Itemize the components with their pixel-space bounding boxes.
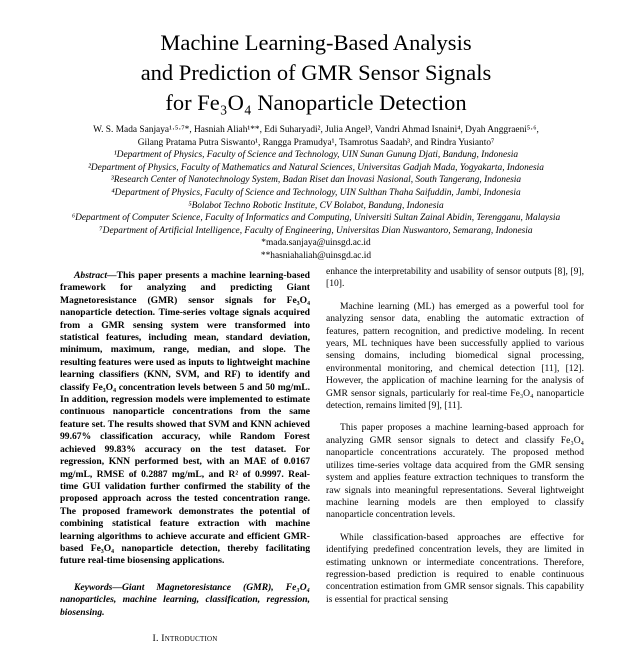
body-paragraph: This paper proposes a machine learning-based approach for analyzing GMR sensor signals to detect and classify Fe₃O₄ nanoparticle concentrations accurately. The proposed method utilizes time-series voltage data acquired from the GMR sensing system and applies feature extraction techniques to transform the raw signals into meaningful representations. Several lightweight machine learning models are then employed to classify nanoparticle concentration levels. (326, 422, 584, 521)
body-paragraph: While classification-based approaches are effective for identifying predefined concentration levels, they are limited in estimating unknown or intermediate concentrations. Therefore, regression-based prediction is required to enable continuous concentration estimation from GMR sensor signals. This capability is essential for practical sensing (326, 531, 584, 605)
section-heading (60, 633, 310, 645)
abstract-text: This paper presents a machine learning-based framework for analyzing and predicting Giant Magnetoresistance (GMR) sensor signals for Fe₃O₄ nanoparticle detection. Time-series voltage signals acquired from a GMR sensing system were transformed into statistical features, including mean, standard deviation, minimum, maximum, range, median, and slope. The resulting features were used as inputs to lightweight machine learning classifiers (KNN, SVM, and RF) to identify and classify Fe₃O₄ concentration levels between 5 and 50 mg/mL. In addition, regression models were implemented to estimate continuous nanoparticle concentrations from the same feature set. The results showed that SVM and KNN achieved 99.67% classification accuracy, while Random Forest achieved 99.83% accuracy on the test dataset. For regression, KNN performed best, with an MAE of 0.0167 mg/mL, RMSE of 0.2887 mg/mL, and R² of 0.9997. Real-time GUI validation further confirmed the stability of the proposed approach across the tested concentration range. The proposed framework demonstrates the potential of combining statistical feature extraction with machine learning algorithms to achieve accurate and efficient GMR-based Fe₃O₄ nanoparticle detection, thereby facilitating future real-time biosensing applications. (60, 270, 310, 567)
section-number: I. (152, 632, 159, 644)
keywords-text: Giant Magnetoresistance (GMR), Fe₃O₄ nanoparticles, machine learning, classification, regression, biosensing. (60, 581, 310, 618)
email: **hasniahaliah@uinsgd.ac.id (260, 250, 372, 261)
left-column (60, 266, 310, 645)
right-column (326, 266, 584, 616)
title-line: Machine Learning-Based Analysis (160, 30, 472, 55)
title-line: for Fe₃O₄ Nanoparticle Detection (165, 90, 467, 115)
email: *mada.sanjaya@uinsgd.ac.id (261, 238, 371, 249)
affiliation: ⁴Department of Physics, Faculty of Science and Technology, UIN Sulthan Thaha Saifuddin, Jambi, Indonesia (111, 187, 521, 198)
author-list: Gilang Pratama Putra Siswanto¹, Rangga Pramudya¹, Tsamrotus Saadah³, and Rindra Yusianto⁷ (137, 137, 495, 148)
abstract (60, 270, 310, 568)
keywords-heading: Keywords— (74, 581, 122, 593)
author-list: W. S. Mada Sanjaya¹·⁵·⁷*, Hasniah Aliah¹**, Edi Suharyadi², Julia Angel³, Vandri Ahmad Isnaini⁴, Dyah Anggraeni⁵·⁶, (93, 125, 539, 135)
affiliation: ³Research Center of Nanotechnology System, Badan Riset dan Inovasi Nasional, South Tangerang, Indonesia (110, 175, 522, 186)
title-line: and Prediction of GMR Sensor Signals (140, 60, 492, 85)
affiliation: ⁵Bolabot Techno Robotic Institute, CV Bolabot, Bandung, Indonesia (188, 200, 444, 211)
section-title: Introduction (161, 632, 218, 644)
abstract-heading: Abstract— (74, 270, 117, 281)
affiliation: ¹Department of Physics, Faculty of Science and Technology, UIN Sunan Gunung Djati, Bandung, Indonesia (113, 150, 519, 161)
affiliation: ²Department of Physics, Faculty of Mathematics and Natural Sciences, Universitas Gadjah Mada, Yogyakarta, Indonesia (88, 162, 544, 173)
affiliation: ⁷Department of Artificial Intelligence, Faculty of Engineering, Universitas Dian Nuswantoro, Semarang, Indonesia (99, 225, 533, 236)
keywords (60, 582, 310, 619)
body-paragraph: enhance the interpretability and usability of sensor outputs [8], [9], [10]. (326, 266, 584, 290)
paper-title (40, 28, 592, 118)
body-paragraph: Machine learning (ML) has emerged as a powerful tool for analyzing sensor data, enabling the automatic extraction of features, pattern recognition, and predictive modeling. In recent years, ML techniques have been successfully applied to various sensing domains, including biomedical signal processing, environmental monitoring, and chemical detection [11], [12]. However, the application of machine learning for the analysis of GMR sensor signals, particularly for real-time Fe₃O₄ nanoparticle detection, remains limited [9], [11]. (326, 300, 584, 412)
affiliation: ⁶Department of Computer Science, Faculty of Informatics and Computing, Universiti Sultan Zainal Abidin, Terengganu, Malaysia (71, 213, 561, 224)
author-block (40, 124, 592, 263)
